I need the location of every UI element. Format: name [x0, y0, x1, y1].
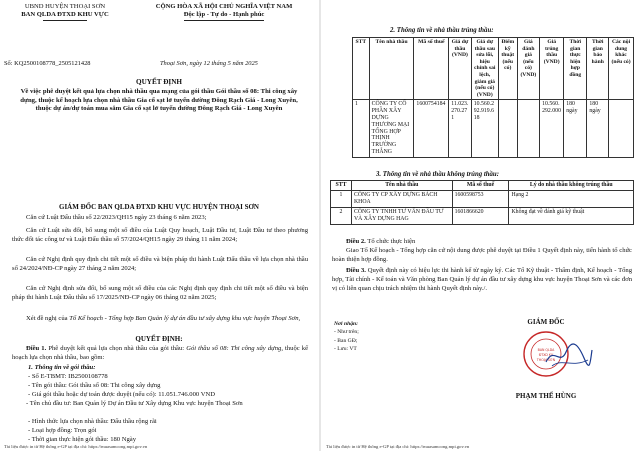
- table-cell: [609, 100, 634, 157]
- col-header: Giá dự thầu sau sửa lỗi, hiệu chỉnh sai lệch, giảm giá (nếu có) (VND): [471, 38, 498, 100]
- country-name: CỘNG HÒA XÃ HỘI CHỦ NGHĨA VIỆT NAM: [155, 3, 293, 10]
- table-cell: 10.560.292.000: [540, 100, 564, 157]
- loser-table-header: [331, 181, 634, 191]
- table-cell: 1: [353, 100, 370, 157]
- package-info-item: - Tên gói thầu: Gói thầu số 08: Thi công xây dựng: [28, 382, 161, 389]
- document-number: Số: KQ2500108778_2505121428: [4, 60, 91, 67]
- recipient-item: - Lưu: VT: [334, 346, 357, 353]
- col-header: Thời gian thực hiện hợp đồng: [564, 38, 587, 100]
- article-2-text: Tổ chức thực hiện: [365, 238, 416, 245]
- table-cell: 2: [331, 208, 352, 225]
- consider-prefix: Xét đề nghị của: [26, 315, 70, 322]
- svg-text:BAN QLDA: BAN QLDA: [537, 348, 555, 352]
- table-cell: 1601866620: [452, 208, 509, 225]
- legal-basis-2: Căn cứ Luật sửa đổi, bổ sung một số điều của Luật Quy hoạch, Luật Đầu tư, Luật Đầu tư theo phương thức đối tác công tư và Luật Đấu thầu số 57/2024/QH15 ngày 29 tháng 11 năm 2024;: [12, 227, 308, 243]
- article-2-label: Điều 2.: [346, 238, 366, 245]
- table-cell: 1600598753: [452, 191, 509, 208]
- table-row: [331, 191, 634, 208]
- org-line-2: BAN QLDA ĐTXD KHU VỰC: [21, 11, 109, 18]
- winner-table: [352, 37, 634, 158]
- col-header: Điểm kỹ thuật (nếu có): [498, 38, 517, 100]
- table-cell: CÔNG TY CỔ PHẦN XÂY DỰNG THƯƠNG MẠI TỔNG HỢP THỊNH TRƯỜNG THẮNG: [369, 100, 414, 157]
- package-info-item: - Thời gian thực hiện gói thầu: 180 Ngày: [28, 436, 137, 443]
- package-info-item: - Giá gói thầu hoặc dự toán được duyệt (nếu có): 11.051.746.000 VND: [28, 391, 215, 398]
- page-2-footer: Tài liệu được in từ Hệ thống e-GP tại địa chỉ: https://muasamcong.mpi.gov.vn: [326, 444, 470, 449]
- signer-title: GIÁM ĐỐC: [527, 318, 565, 326]
- table-row: [353, 100, 634, 157]
- table-cell: 10.560.292.919.618: [471, 100, 498, 157]
- package-info-item: - Hình thức lựa chọn nhà thầu: Đấu thầu rộng rãi: [28, 418, 157, 425]
- col-header: Mã số thuế: [414, 38, 449, 100]
- article-1-text: Phê duyệt kết quả lựa chọn nhà thầu của gói thầu:: [46, 345, 187, 352]
- table-cell: 180 ngày: [564, 100, 587, 157]
- legal-basis-3: Căn cứ Nghị định quy định chi tiết một số điều và biện pháp thi hành Luật Đấu thầu về lựa chọn nhà thầu số 24/2024/NĐ-CP ngày 27 tháng 2 năm 2024;: [12, 256, 308, 272]
- legal-basis-1: Căn cứ Luật Đấu thầu số 22/2023/QH15 ngày 23 tháng 6 năm 2023;: [26, 214, 207, 221]
- table-cell: 11.023.270.271: [449, 100, 472, 157]
- col-header: Giá dự thầu (VND): [449, 38, 472, 100]
- article-1-suffix: , thuộc kế hoạch lựa chọn nhà thầu, bao gồm:: [12, 345, 309, 361]
- recipients: [334, 320, 359, 354]
- page-divider: [319, 0, 321, 451]
- article-3-text: Quyết định này có hiệu lực thi hành kể từ ngày ký. Các Tổ Kỹ thuật - Thẩm định, Kế hoạch - Tổng hợp, Tài chính - Kế toán và Văn phòng Ban Quản lý dự án đầu tư xây dựng khu vực huyện Thoại Sơn và các đơn vị có liên quan chịu trách nhiệm thi hành Quyết định này./.: [332, 267, 632, 292]
- authority-line: GIÁM ĐỐC BAN QLDA ĐTXD KHU VỰC HUYỆN THOẠI SƠN: [59, 203, 259, 211]
- signature-icon: [544, 340, 594, 370]
- recipient-item: - Như trên;: [334, 329, 359, 336]
- table-cell: Hạng 2: [509, 191, 634, 208]
- article-1-package: Gói thầu số 08: Thi công xây dựng: [186, 345, 282, 352]
- section-3-heading: 3. Thông tin về nhà thầu không trúng thầu:: [376, 171, 499, 178]
- table-cell: [498, 100, 517, 157]
- motto-rule: [184, 20, 264, 21]
- section-2-heading: 2. Thông tin về nhà thầu trúng thầu:: [390, 27, 494, 34]
- table-cell: CÔNG TY CP XÂY DỰNG BÁCH KHOA: [351, 191, 452, 208]
- table-row: [331, 208, 634, 225]
- winner-table-header: [353, 38, 634, 100]
- package-info-item: - Số E-TBMT: IB2500108778: [28, 373, 108, 380]
- table-cell: Không đạt về đánh giá kỹ thuật: [509, 208, 634, 225]
- article-1-label: Điều 1.: [26, 345, 47, 352]
- table-cell: 1600754184: [414, 100, 449, 157]
- table-cell: 1: [331, 191, 352, 208]
- article-2-detail: Giao Tổ Kế hoạch - Tổng hợp căn cứ nội dung được phê duyệt tại Điều 1 Quyết định này, tiến hành tổ chức hoàn thiện hợp đồng.: [332, 247, 632, 263]
- col-header: STT: [353, 38, 370, 100]
- recipients-heading: Nơi nhận:: [334, 321, 358, 327]
- table-cell: 180 ngày: [587, 100, 609, 157]
- consider-italic: Tổ Kế hoạch - Tổng hợp Ban Quản lý dự án đầu tư xây dựng khu vực huyện Thoại Sơn,: [69, 315, 301, 322]
- loser-table: [330, 180, 634, 225]
- org-line-1: UBND HUYỆN THOẠI SƠN: [24, 3, 106, 10]
- document-title: QUYẾT ĐỊNH: [136, 78, 182, 86]
- recipient-item: - Ban GĐ;: [334, 337, 358, 344]
- article-3: [332, 267, 632, 293]
- table-cell: [517, 100, 540, 157]
- national-header: [132, 3, 316, 21]
- col-header: Các nội dung khác (nếu có): [609, 38, 634, 100]
- col-header: Lý do nhà thầu không trúng thầu: [509, 181, 634, 191]
- document-page-1: [0, 0, 318, 451]
- col-header: Giá trúng thầu (VND): [540, 38, 564, 100]
- consideration: [12, 315, 308, 324]
- package-info-item: - Loại hợp đồng: Trọn gói: [28, 427, 97, 434]
- col-header: Giá đánh giá (nếu có) (VND): [517, 38, 540, 100]
- header-rule: [43, 20, 87, 21]
- table-cell: CÔNG TY TNHH TƯ VẤN ĐẦU TƯ VÀ XÂY DỰNG HAG: [351, 208, 452, 225]
- section-1-heading: 1. Thông tin về gói thầu:: [28, 364, 96, 371]
- col-header: Mã số thuế: [452, 181, 509, 191]
- page-1-footer: Tài liệu được in từ Hệ thống e-GP tại địa chỉ: https://muasamcong.mpi.gov.vn: [4, 444, 148, 449]
- article-2: [332, 238, 632, 247]
- signer-name: PHẠM THẾ HÙNG: [515, 392, 577, 400]
- svg-text:THOẠI SƠN: THOẠI SƠN: [536, 358, 556, 362]
- national-motto: Độc lập - Tự do - Hạnh phúc: [183, 11, 265, 18]
- col-header: Thời gian bảo hành: [587, 38, 609, 100]
- svg-text:ĐTXD KV: ĐTXD KV: [538, 353, 554, 357]
- decide-heading: QUYẾT ĐỊNH:: [135, 335, 183, 343]
- document-subject: Về việc phê duyệt kết quả lựa chọn nhà thầu qua mạng của gói thầu Gói thầu số 08: Thi công xây dựng, thuộc kế hoạch lựa chọn nhà thầu Gia cố sạt lở tuyến đường Đông Rạch Giá - Long Xuyên, thuộc dự án/dự toán mua sắm Gia cố sạt lở tuyến đường Đông Rạch Giá - Long Xuyên: [20, 88, 298, 113]
- article-3-label: Điều 3.: [346, 267, 366, 274]
- package-info-item: - Tên chủ đầu tư: Ban Quản lý Dự án Đầu tư Xây dựng Khu vực huyện Thoại Sơn: [26, 400, 243, 407]
- col-header: Tên nhà thầu: [369, 38, 414, 100]
- col-header: Tên nhà thầu: [351, 181, 452, 191]
- article-1: [12, 345, 308, 363]
- col-header: STT: [331, 181, 352, 191]
- place-date: Thoại Sơn, ngày 12 tháng 5 năm 2025: [160, 60, 258, 67]
- issuing-agency-header: [6, 3, 124, 21]
- legal-basis-4: Căn cứ Nghị định sửa đổi, bổ sung một số điều của các Nghị định quy định chi tiết một số điều và biện pháp thi hành Luật Đấu thầu số 17/2025/NĐ-CP ngày 06 tháng 02 năm 2025;: [12, 285, 308, 301]
